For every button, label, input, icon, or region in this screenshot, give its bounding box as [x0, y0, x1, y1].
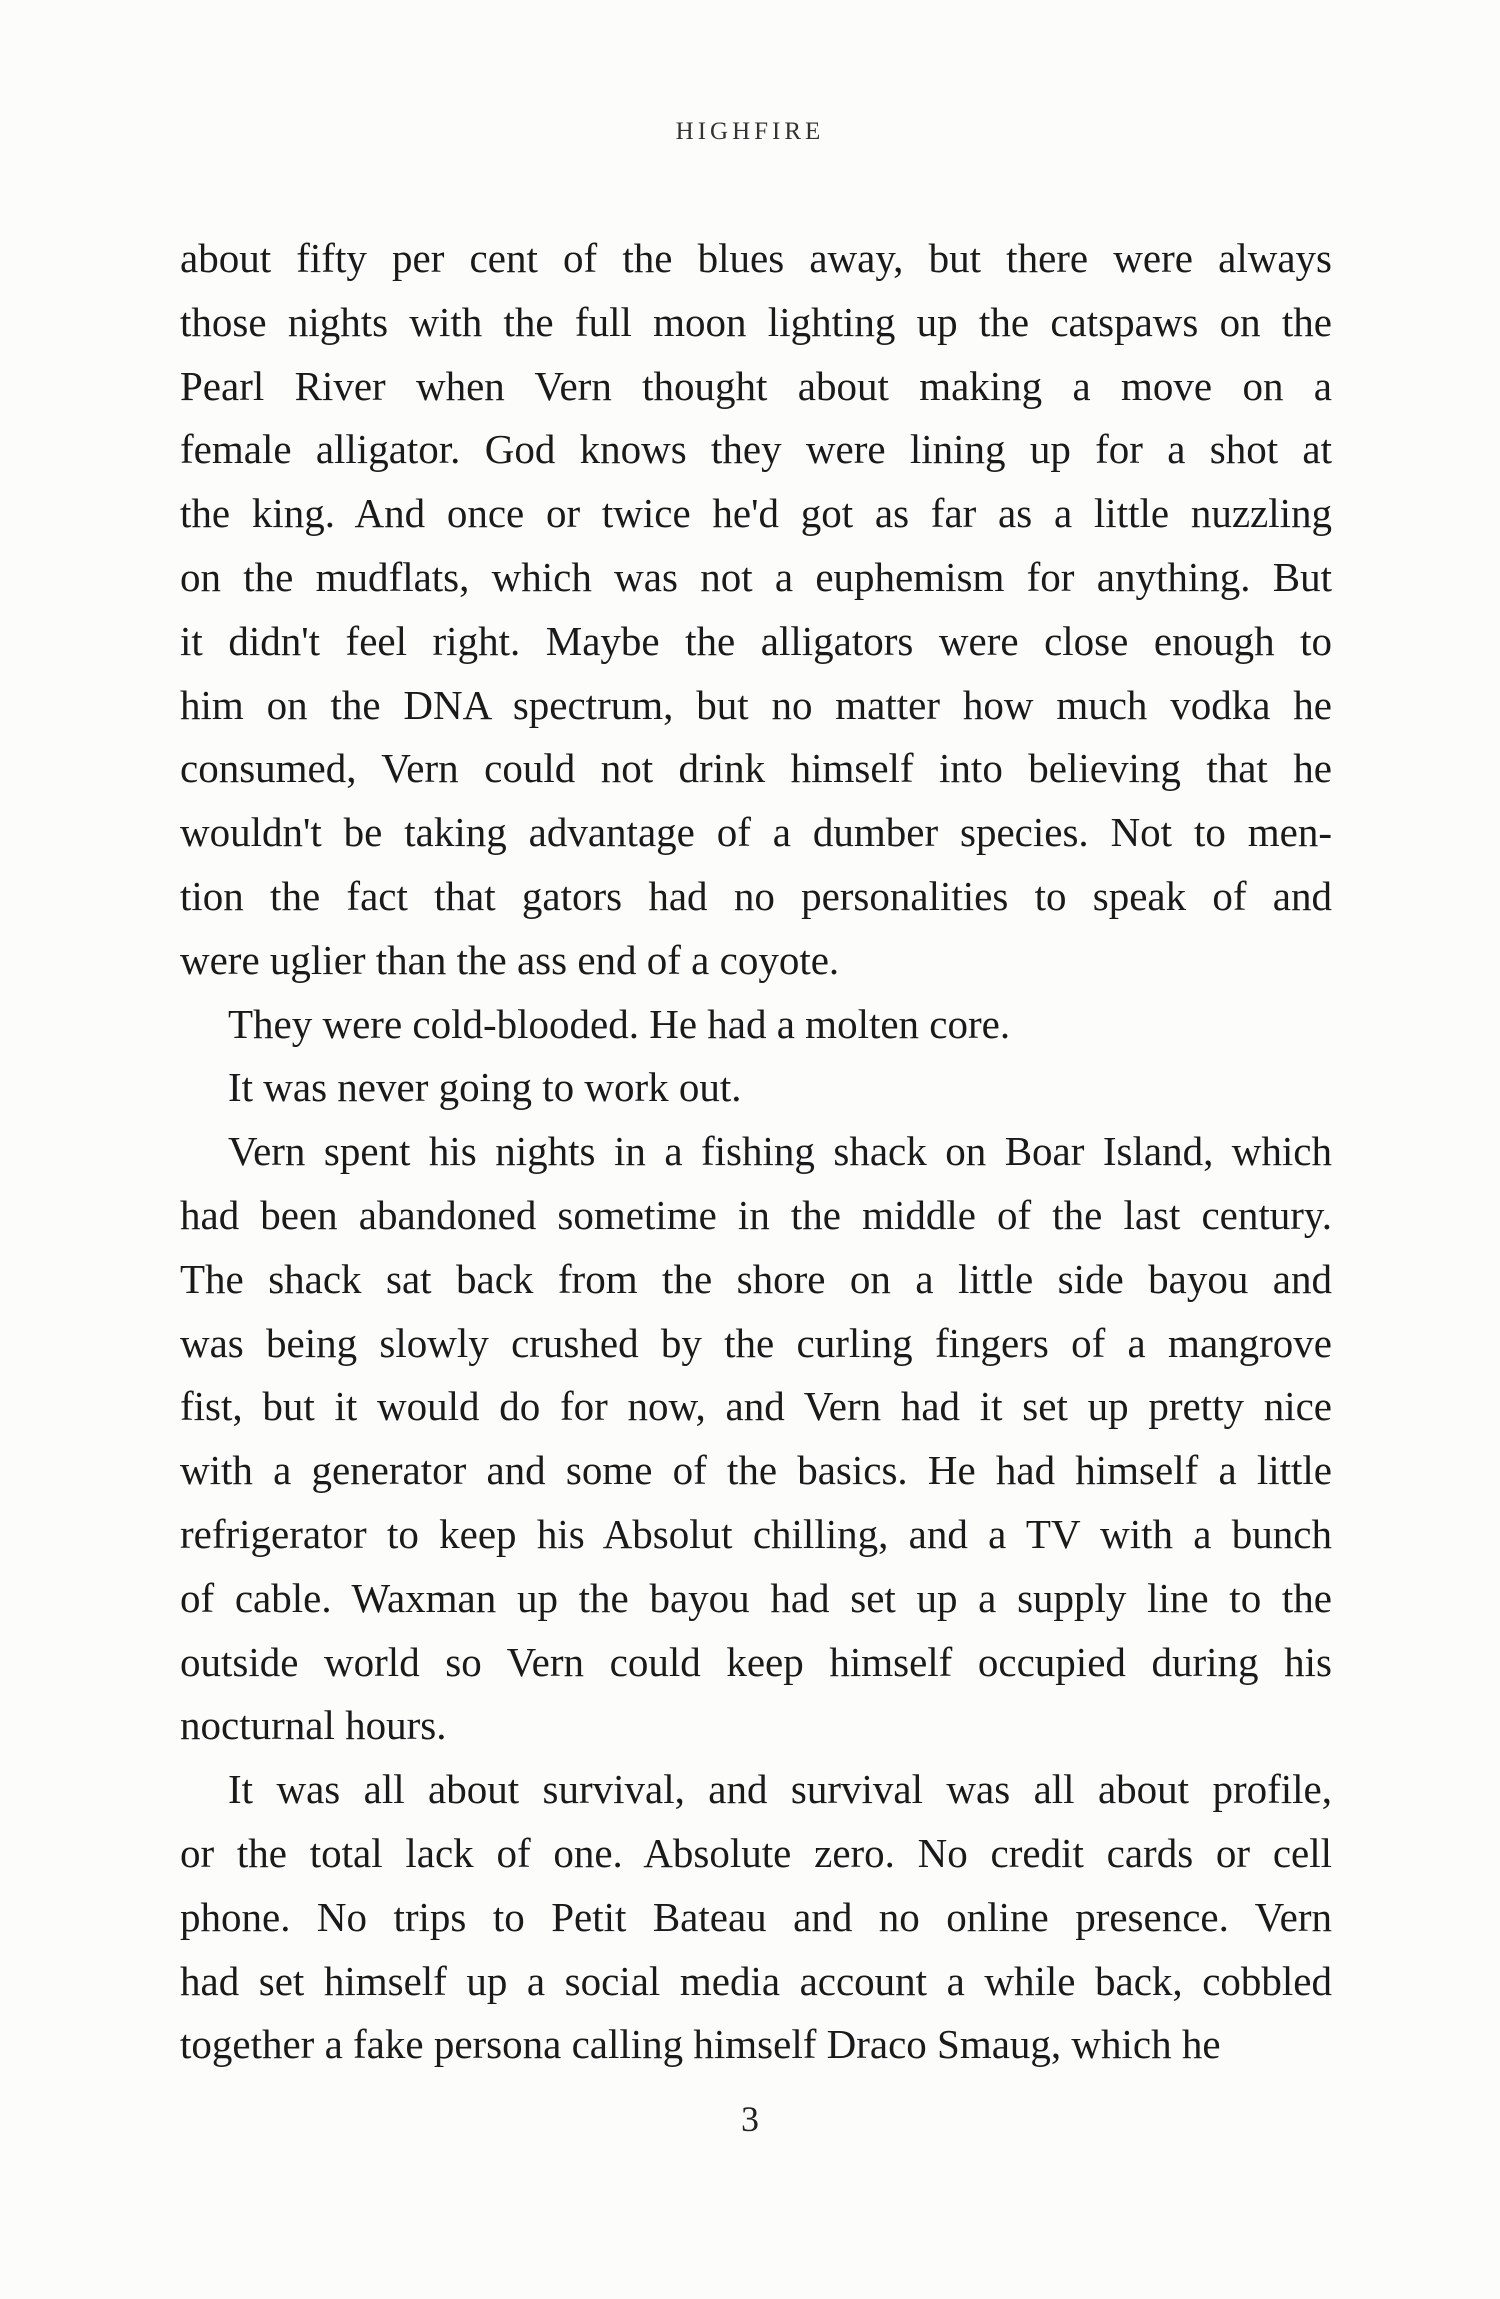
text-line: it didn't feel right. Maybe the alligators were close enough to [180, 617, 1332, 664]
text-line: consumed, Vern could not drink himself into believing that he [180, 745, 1332, 792]
text-line: with a generator and some of the basics. He had himself a little [180, 1447, 1332, 1494]
text-line: tion the fact that gators had no personalities to speak of and [180, 872, 1332, 919]
paragraph [180, 1120, 1332, 1758]
text-line: Pearl River when Vern thought about making a move on a [180, 362, 1332, 409]
running-head: HIGHFIRE [675, 118, 825, 145]
text-line: wouldn't be taking advantage of a dumber species. Not to men- [180, 809, 1332, 856]
text-line: They were cold-blooded. He had a molten core. [228, 1000, 1011, 1047]
text-line: of cable. Waxman up the bayou had set up a supply line to the [180, 1574, 1332, 1621]
text-line: It was all about survival, and survival was all about profile, [228, 1766, 1332, 1813]
text-line: female alligator. God knows they were lining up for a shot at [180, 426, 1332, 473]
body-text [180, 227, 1332, 2077]
text-line: fist, but it would do for now, and Vern had it set up pretty nice [180, 1383, 1332, 1430]
paragraph [180, 993, 1332, 1057]
text-line: outside world so Vern could keep himself occupied during his [180, 1638, 1332, 1685]
text-line: were uglier than the ass end of a coyote. [180, 936, 840, 983]
text-line: on the mudflats, which was not a euphemism for anything. But [180, 553, 1332, 600]
text-line: refrigerator to keep his Absolut chilling, and a TV with a bunch [180, 1510, 1332, 1557]
text-line: those nights with the full moon lighting up the catspaws on the [180, 298, 1332, 345]
text-line: It was never going to work out. [228, 1064, 742, 1111]
text-line: him on the DNA spectrum, but no matter how much vodka he [180, 681, 1332, 728]
text-line: the king. And once or twice he'd got as far as a little nuzzling [180, 490, 1332, 537]
text-line: about fifty per cent of the blues away, but there were always [180, 235, 1332, 281]
text-line: together a fake persona calling himself Draco Smaug, which he [180, 2021, 1221, 2068]
text-line: Vern spent his nights in a fishing shack on Boar Island, which [228, 1128, 1332, 1175]
text-line: or the total lack of one. Absolute zero. No credit cards or cell [180, 1829, 1332, 1876]
page-number: 3 [741, 2099, 759, 2139]
text-line: phone. No trips to Petit Bateau and no online presence. Vern [180, 1893, 1332, 1940]
text-line: was being slowly crushed by the curling fingers of a mangrove [180, 1319, 1332, 1366]
text-line: had set himself up a social media account a while back, cobbled [180, 1957, 1332, 2004]
text-line: The shack sat back from the shore on a little side bayou and [180, 1255, 1332, 1302]
paragraph [180, 227, 1332, 993]
paragraph [180, 1056, 1332, 1120]
text-line: had been abandoned sometime in the middle of the last century. [180, 1191, 1332, 1238]
text-line: nocturnal hours. [180, 1702, 447, 1749]
paragraph [180, 1758, 1332, 2077]
